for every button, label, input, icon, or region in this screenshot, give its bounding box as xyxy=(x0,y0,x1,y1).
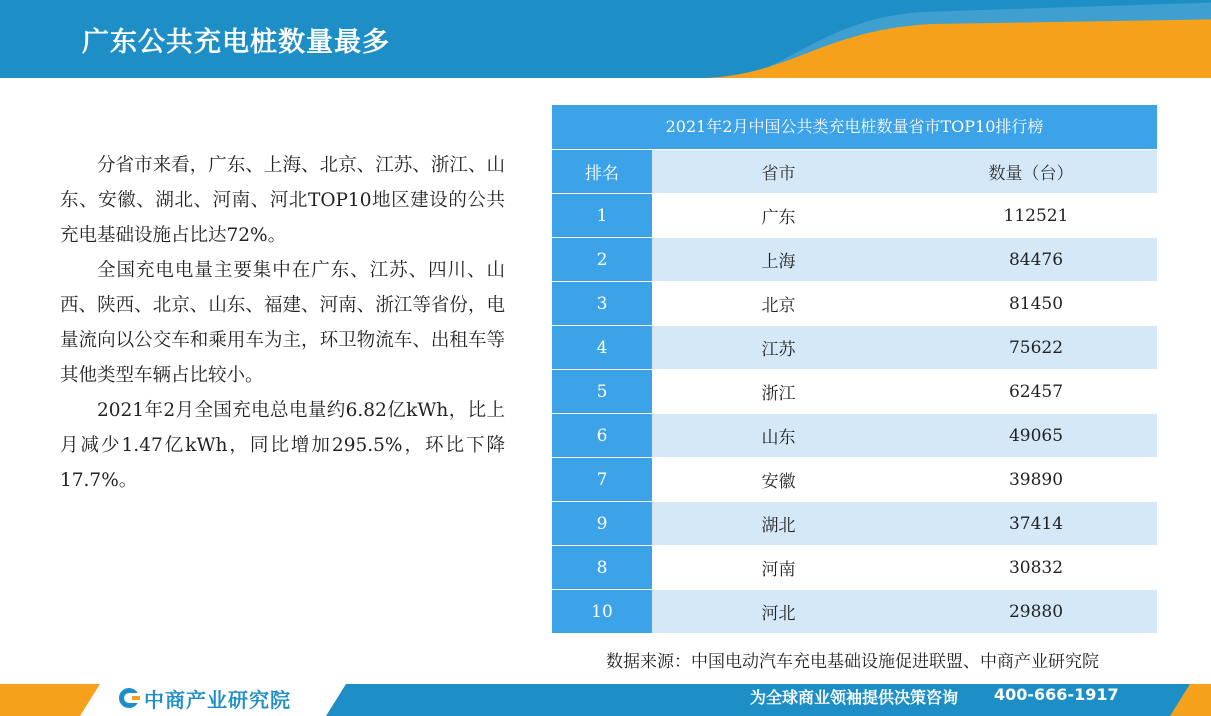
table-header-row xyxy=(552,150,1157,194)
rank-cell: 3 xyxy=(552,282,652,326)
footer-phone: 400-666-1917 xyxy=(994,685,1119,704)
footer-slogan: 为全球商业领袖提供决策咨询 xyxy=(750,688,959,707)
paragraph-provinces: 分省市来看，广东、上海、北京、江苏、浙江、山东、安徽、湖北、河南、河北TOP10地区建设的公共充电基础设施占比达72%。 xyxy=(60,155,505,246)
header-rank: 排名 xyxy=(552,150,652,194)
table-row xyxy=(552,458,1157,502)
header-banner xyxy=(0,0,1211,78)
footer-logo xyxy=(118,686,291,710)
rank-cell: 8 xyxy=(552,546,652,590)
ranking-table-grid xyxy=(552,149,1157,633)
province-cell: 江苏 xyxy=(652,326,905,370)
rank-cell: 7 xyxy=(552,458,652,502)
province-cell: 湖北 xyxy=(652,502,905,546)
province-cell: 上海 xyxy=(652,238,905,282)
rank-cell: 10 xyxy=(552,590,652,634)
count-cell: 75622 xyxy=(905,326,1157,370)
table-row xyxy=(552,282,1157,326)
page-title: 广东公共充电桩数量最多 xyxy=(82,27,390,58)
table-row xyxy=(552,370,1157,414)
count-cell: 30832 xyxy=(905,546,1157,590)
province-cell: 安徽 xyxy=(652,458,905,502)
count-cell: 29880 xyxy=(905,590,1157,634)
count-cell: 39890 xyxy=(905,458,1157,502)
paragraph-charging: 全国充电电量主要集中在广东、江苏、四川、山西、陕西、北京、山东、福建、河南、浙江等省份，电量流向以公交车和乘用车为主，环卫物流车、出租车等其他类型车辆占比较小。 xyxy=(60,260,505,386)
province-cell: 山东 xyxy=(652,414,905,458)
count-cell: 112521 xyxy=(905,194,1157,238)
rank-cell: 1 xyxy=(552,194,652,238)
rank-cell: 2 xyxy=(552,238,652,282)
body-text xyxy=(60,148,505,498)
province-cell: 浙江 xyxy=(652,370,905,414)
header-orange-swoosh xyxy=(691,0,1211,78)
province-cell: 河南 xyxy=(652,546,905,590)
ranking-table xyxy=(552,105,1157,633)
rank-cell: 5 xyxy=(552,370,652,414)
table-row xyxy=(552,414,1157,458)
data-source-note: 数据来源：中国电动汽车充电基础设施促进联盟、中商产业研究院 xyxy=(606,652,1099,672)
count-cell: 62457 xyxy=(905,370,1157,414)
logo-mark-icon xyxy=(118,687,140,709)
province-cell: 北京 xyxy=(652,282,905,326)
table-row xyxy=(552,194,1157,238)
paragraph-electricity: 2021年2月全国充电总电量约6.82亿kWh，比上月减少1.47亿kWh，同比增加295.5%，环比下降17.7%。 xyxy=(60,400,505,491)
header-province: 省市 xyxy=(652,150,905,194)
count-cell: 37414 xyxy=(905,502,1157,546)
header-count: 数量（台） xyxy=(905,150,1157,194)
table-row xyxy=(552,238,1157,282)
logo-text: 中商产业研究院 xyxy=(144,687,291,712)
rank-cell: 9 xyxy=(552,502,652,546)
count-cell: 84476 xyxy=(905,238,1157,282)
count-cell: 49065 xyxy=(905,414,1157,458)
rank-cell: 6 xyxy=(552,414,652,458)
table-row xyxy=(552,590,1157,634)
province-cell: 广东 xyxy=(652,194,905,238)
count-cell: 81450 xyxy=(905,282,1157,326)
table-title: 2021年2月中国公共类充电桩数量省市TOP10排行榜 xyxy=(552,105,1157,149)
table-row xyxy=(552,326,1157,370)
table-row xyxy=(552,546,1157,590)
province-cell: 河北 xyxy=(652,590,905,634)
table-row xyxy=(552,502,1157,546)
rank-cell: 4 xyxy=(552,326,652,370)
